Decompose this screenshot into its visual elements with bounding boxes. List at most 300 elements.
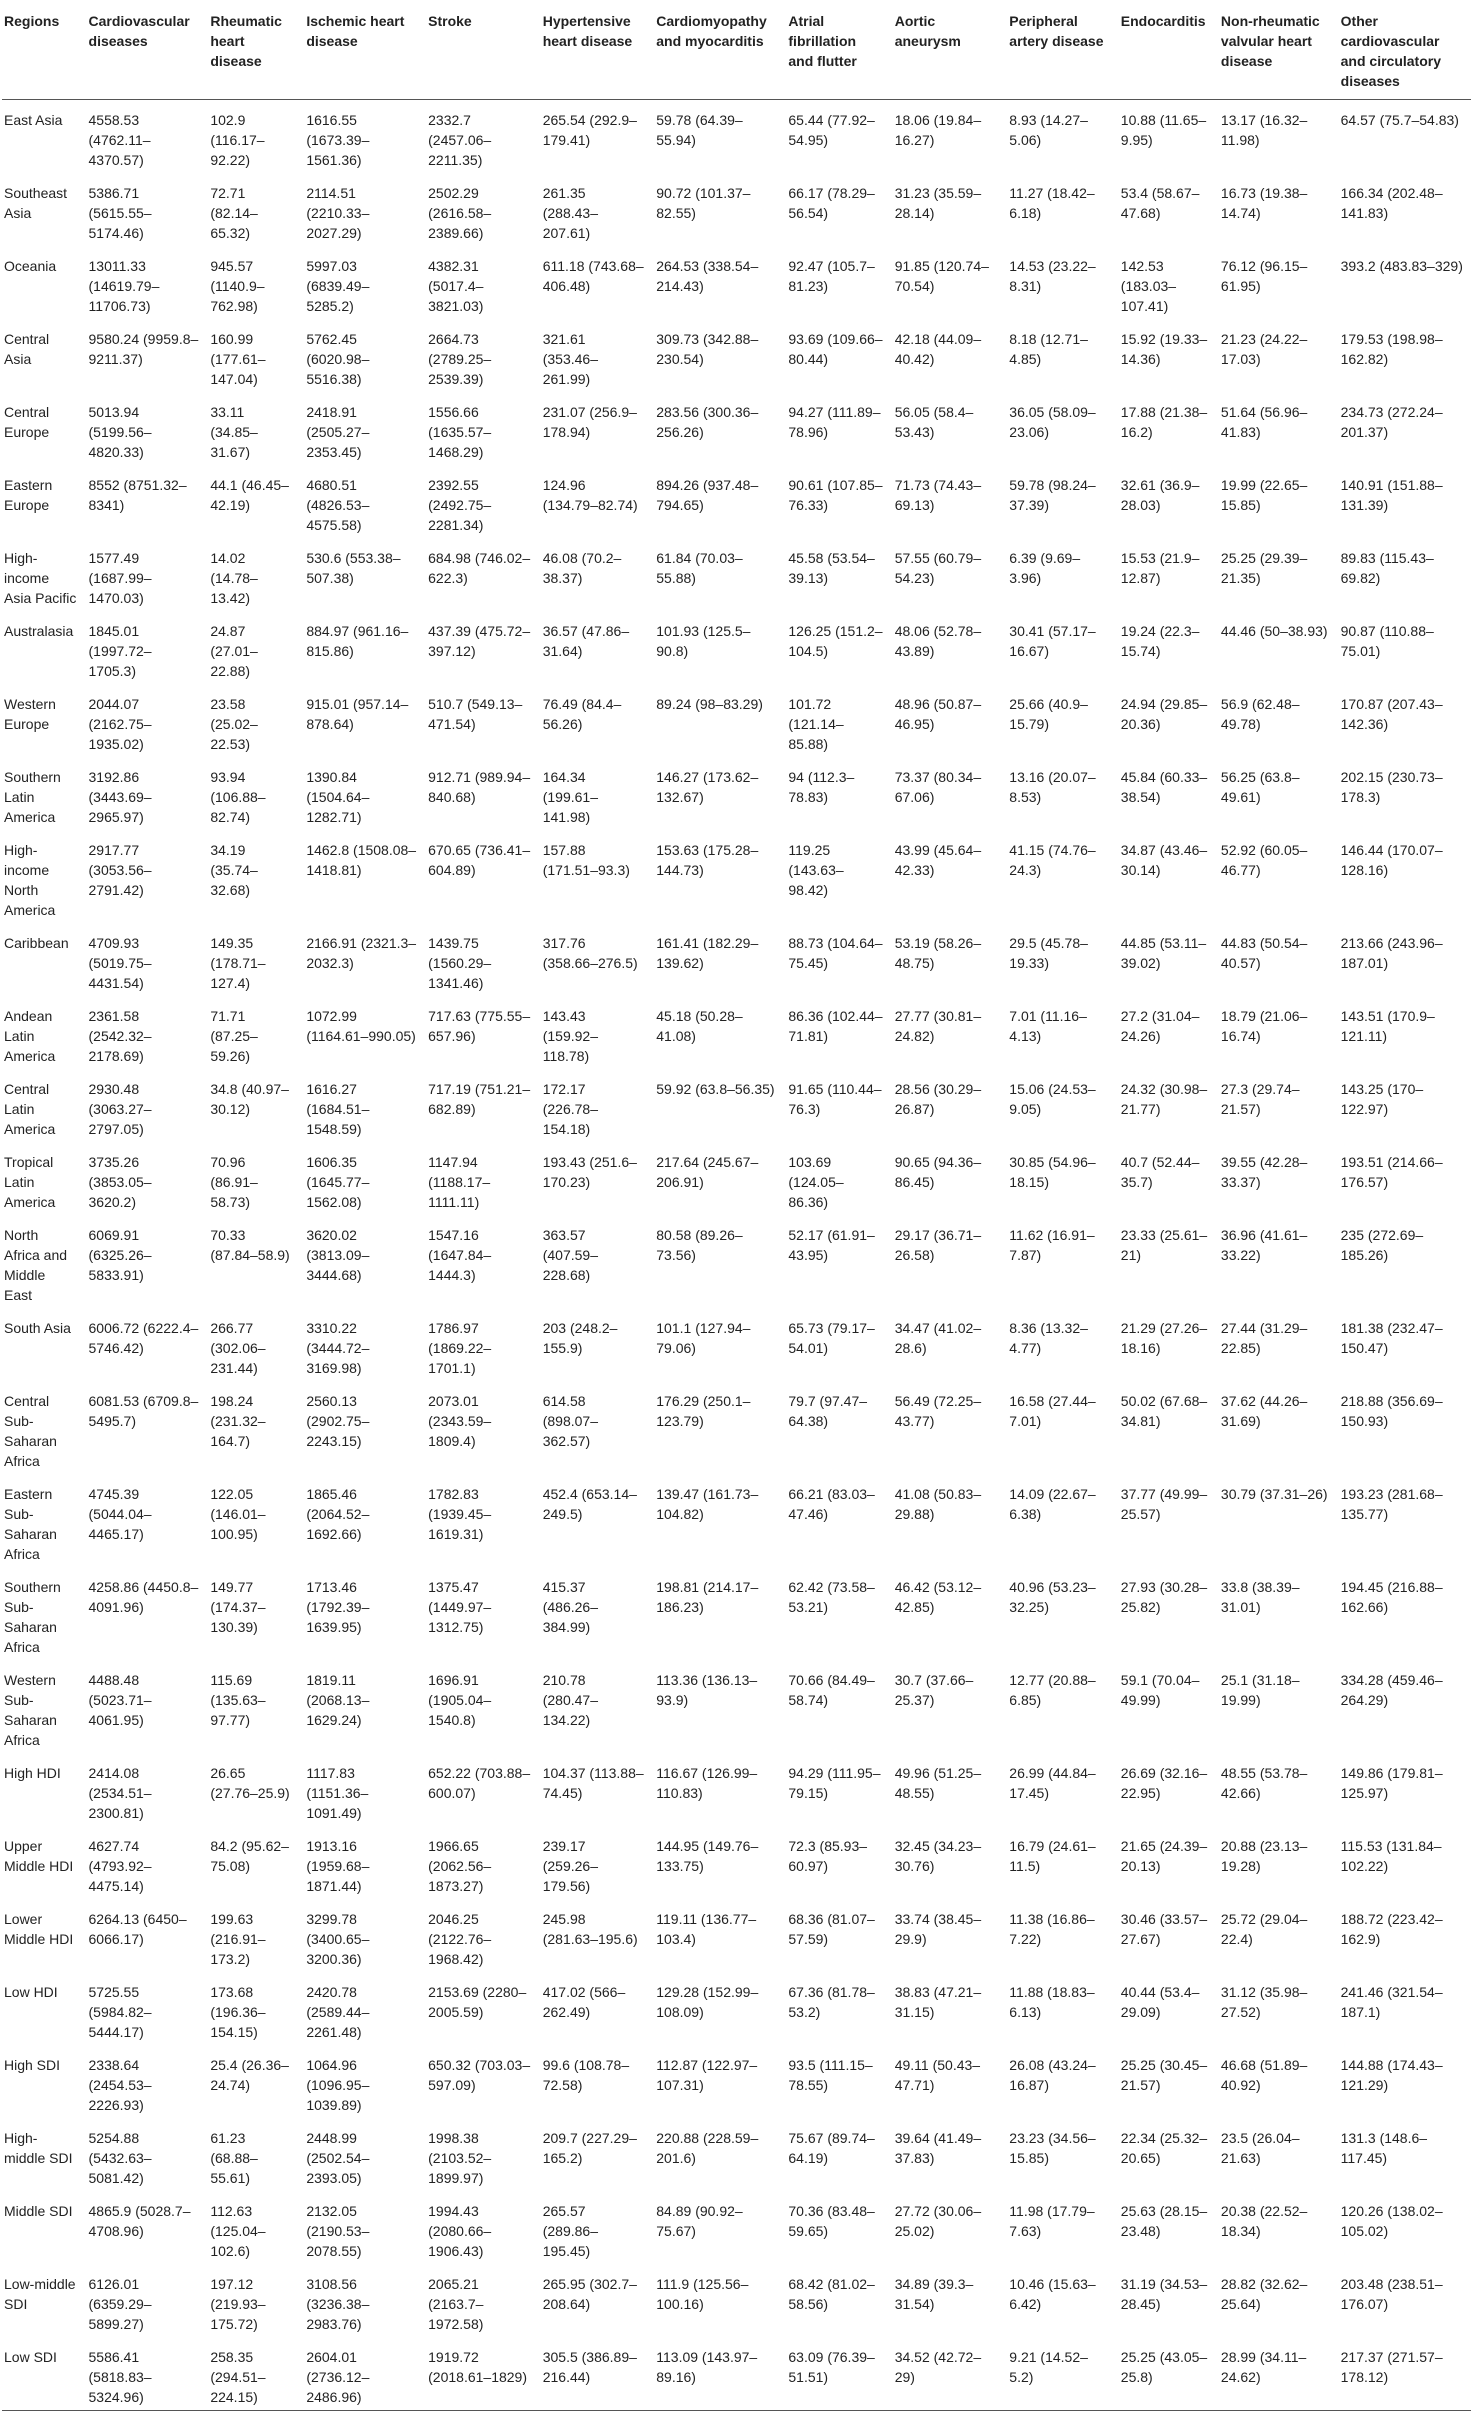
value-cell: 18.79 (21.06–16.74) <box>1220 1008 1308 1044</box>
region-cell: Southern Sub-Saharan Africa <box>4 1579 61 1655</box>
value-cell: 63.09 (76.39–51.51) <box>782 2337 888 2411</box>
value-cell: 2332.7 (2457.06–2211.35) <box>428 112 492 168</box>
value-cell: 265.57 (289.86–195.45) <box>542 2203 598 2259</box>
value-cell: 68.42 (81.02–58.56) <box>788 2276 875 2312</box>
column-header: Rheumatic heart disease <box>204 0 300 100</box>
value-cell: 59.92 (63.8–56.35) <box>656 1081 775 1097</box>
value-cell: 30.7 (37.66–25.37) <box>894 1672 974 1708</box>
value-cell: 23.58 (25.02–22.53) <box>210 696 258 752</box>
table-row <box>2 1215 1471 1308</box>
value-cell: 144.95 (149.76–133.75) <box>656 1838 759 1874</box>
value-cell: 66.21 (83.03–47.46) <box>788 1486 875 1522</box>
value-cell: 945.57 (1140.9–762.98) <box>210 258 265 314</box>
value-cell: 717.19 (751.21–682.89) <box>428 1081 531 1117</box>
value-cell: 26.08 (43.24–16.87) <box>1009 2057 1096 2093</box>
value-cell: 11.88 (18.83–6.13) <box>1009 1984 1095 2020</box>
value-cell: 217.37 (271.57–178.12) <box>1335 2337 1471 2411</box>
column-header: Non-rheumatic valvular heart disease <box>1215 0 1335 100</box>
value-cell: 210.78 (280.47–134.22) <box>542 1672 598 1728</box>
value-cell: 1439.75 (1560.29–1341.46) <box>428 935 492 991</box>
value-cell: 670.65 (736.41–604.89) <box>428 842 531 878</box>
value-cell: 1786.97 (1869.22–1701.1) <box>428 1320 492 1376</box>
value-cell: 90.87 (110.88–75.01) <box>1340 623 1434 659</box>
value-cell: 241.46 (321.54–187.1) <box>1340 1984 1443 2020</box>
value-cell: 27.77 (30.81–24.82) <box>894 1008 982 1044</box>
value-cell: 2414.08 (2534.51–2300.81) <box>88 1765 152 1821</box>
value-cell: 25.72 (29.04–22.4) <box>1220 1911 1308 1947</box>
value-cell: 6069.91 (6325.26–5833.91) <box>88 1227 152 1283</box>
value-cell: 193.43 (251.6–170.23) <box>542 1154 637 1190</box>
value-cell: 27.72 (30.06–25.02) <box>894 2203 982 2239</box>
value-cell: 393.2 (483.83–329) <box>1340 258 1463 274</box>
value-cell: 1556.66 (1635.57–1468.29) <box>428 404 492 460</box>
value-cell: 363.57 (407.59–228.68) <box>542 1227 598 1283</box>
value-cell: 25.4 (26.36–24.74) <box>210 2057 289 2093</box>
value-cell: 452.4 (653.14–249.5) <box>542 1486 637 1522</box>
value-cell: 5725.55 (5984.82–5444.17) <box>88 1984 152 2040</box>
value-cell: 19.24 (22.3–15.74) <box>1120 623 1200 659</box>
value-cell: 213.66 (243.96–187.01) <box>1340 935 1443 971</box>
value-cell: 6081.53 (6709.8–5495.7) <box>88 1393 199 1429</box>
value-cell: 2065.21 (2163.7–1972.58) <box>428 2276 484 2332</box>
value-cell: 46.08 (70.2–38.37) <box>542 550 622 586</box>
region-cell: Low SDI <box>2 2337 83 2411</box>
value-cell: 231.07 (256.9–178.94) <box>542 404 637 440</box>
value-cell: 32.45 (34.23–30.76) <box>894 1838 982 1874</box>
value-cell: 26.99 (44.84–17.45) <box>1009 1765 1096 1801</box>
value-cell: 437.39 (475.72–397.12) <box>428 623 531 659</box>
value-cell: 56.49 (72.25–43.77) <box>894 1393 982 1429</box>
value-cell: 23.5 (26.04–21.63) <box>1220 2130 1300 2166</box>
value-cell: 198.81 (214.17–186.23) <box>656 1579 759 1615</box>
value-cell: 176.29 (250.1–123.79) <box>656 1393 751 1429</box>
value-cell: 36.96 (41.61–33.22) <box>1220 1227 1308 1263</box>
value-cell: 65.44 (77.92–54.95) <box>788 112 875 148</box>
value-cell: 18.06 (19.84–16.27) <box>894 112 982 148</box>
value-cell: 3108.56 (3236.38–2983.76) <box>306 2276 370 2332</box>
value-cell: 13.17 (16.32–11.98) <box>1220 112 1308 148</box>
value-cell: 21.29 (27.26–18.16) <box>1120 1320 1208 1356</box>
region-cell: Oceania <box>4 258 57 274</box>
column-header: Atrial fibrillation and flutter <box>782 0 888 100</box>
region-cell: Western Europe <box>4 696 56 732</box>
value-cell: 9580.24 (9959.8–9211.37) <box>88 331 199 367</box>
column-header-regions: Regions <box>2 0 83 100</box>
value-cell: 29.5 (45.78–19.33) <box>1009 935 1088 971</box>
value-cell: 8.18 (12.71–4.85) <box>1009 331 1088 367</box>
value-cell: 172.17 (226.78–154.18) <box>542 1081 598 1137</box>
value-cell: 2664.73 (2789.25–2539.39) <box>428 331 492 387</box>
value-cell: 34.52 (42.72–29) <box>889 2337 1004 2411</box>
region-cell: High-middle SDI <box>4 2130 73 2166</box>
value-cell: 4488.48 (5023.71–4061.95) <box>88 1672 152 1728</box>
value-cell: 104.37 (113.88–74.45) <box>542 1765 644 1801</box>
value-cell: 52.17 (61.91–43.95) <box>788 1227 875 1263</box>
value-cell: 90.65 (94.36–86.45) <box>894 1154 982 1190</box>
value-cell: 8.93 (14.27–5.06) <box>1009 112 1088 148</box>
value-cell: 43.99 (45.64–42.33) <box>894 842 982 878</box>
value-cell: 510.7 (549.13–471.54) <box>428 696 523 732</box>
table-row <box>2 1381 1471 1474</box>
table-body <box>2 100 1471 2411</box>
value-cell: 4745.39 (5044.04–4465.17) <box>88 1486 152 1542</box>
table-row <box>2 392 1471 465</box>
value-cell: 13.16 (20.07–8.53) <box>1009 769 1096 805</box>
value-cell: 245.98 (281.63–195.6) <box>542 1911 638 1947</box>
value-cell: 912.71 (989.94–840.68) <box>428 769 531 805</box>
value-cell: 59.78 (64.39–55.94) <box>656 112 743 148</box>
value-cell: 305.5 (386.89–216.44) <box>537 2337 651 2411</box>
value-cell: 1966.65 (2062.56–1873.27) <box>428 1838 492 1894</box>
value-cell: 62.42 (73.58–53.21) <box>788 1579 875 1615</box>
value-cell: 27.3 (29.74–21.57) <box>1220 1081 1300 1117</box>
value-cell: 89.24 (98–83.29) <box>656 696 763 712</box>
table-row <box>2 100 1471 174</box>
value-cell: 199.63 (216.91–173.2) <box>210 1911 266 1967</box>
value-cell: 124.96 (134.79–82.74) <box>542 477 638 513</box>
value-cell: 52.92 (60.05–46.77) <box>1220 842 1308 878</box>
value-cell: 2917.77 (3053.56–2791.42) <box>88 842 152 898</box>
value-cell: 217.64 (245.67–206.91) <box>656 1154 759 1190</box>
value-cell: 33.8 (38.39–31.01) <box>1220 1579 1300 1615</box>
value-cell: 23.33 (25.61–21) <box>1120 1227 1208 1263</box>
value-cell: 84.2 (95.62–75.08) <box>210 1838 289 1874</box>
value-cell: 24.32 (30.98–21.77) <box>1120 1081 1208 1117</box>
value-cell: 112.63 (125.04–102.6) <box>210 2203 266 2259</box>
value-cell: 1064.96 (1096.95–1039.89) <box>306 2057 370 2113</box>
value-cell: 120.26 (138.02–105.02) <box>1340 2203 1443 2239</box>
value-cell: 21.23 (24.22–17.03) <box>1220 331 1308 367</box>
region-cell: Southern Latin America <box>4 769 61 825</box>
table-row <box>2 2337 1471 2411</box>
value-cell: 5254.88 (5432.63–5081.42) <box>88 2130 152 2186</box>
value-cell: 112.87 (122.97–107.31) <box>656 2057 758 2093</box>
value-cell: 70.33 (87.84–58.9) <box>210 1227 290 1263</box>
value-cell: 197.12 (219.93–175.72) <box>210 2276 266 2332</box>
value-cell: 102.9 (116.17–92.22) <box>210 112 265 168</box>
table-row <box>2 319 1471 392</box>
value-cell: 4680.51 (4826.53–4575.58) <box>306 477 370 533</box>
value-cell: 91.65 (110.44–76.3) <box>788 1081 882 1117</box>
value-cell: 61.23 (68.88–55.61) <box>210 2130 258 2186</box>
value-cell: 6264.13 (6450–6066.17) <box>88 1911 187 1947</box>
value-cell: 73.37 (80.34–67.06) <box>894 769 982 805</box>
value-cell: 93.69 (109.66–80.44) <box>788 331 883 367</box>
value-cell: 101.1 (127.94–79.06) <box>656 1320 751 1356</box>
value-cell: 258.35 (294.51–224.15) <box>204 2337 300 2411</box>
value-cell: 23.23 (34.56–15.85) <box>1009 2130 1096 2166</box>
value-cell: 4258.86 (4450.8–4091.96) <box>88 1579 199 1615</box>
value-cell: 203.48 (238.51–176.07) <box>1340 2276 1443 2312</box>
value-cell: 2392.55 (2492.75–2281.34) <box>428 477 492 533</box>
column-header: Stroke <box>422 0 537 100</box>
value-cell: 41.15 (74.76–24.3) <box>1009 842 1096 878</box>
value-cell: 56.9 (62.48–49.78) <box>1220 696 1300 732</box>
value-cell: 13011.33 (14619.79–11706.73) <box>88 258 160 314</box>
value-cell: 84.89 (90.92–75.67) <box>656 2203 743 2239</box>
value-cell: 30.79 (37.31–26) <box>1220 1486 1328 1502</box>
value-cell: 1616.55 (1673.39–1561.36) <box>306 112 370 168</box>
value-cell: 149.77 (174.37–130.39) <box>210 1579 266 1635</box>
value-cell: 99.6 (108.78–72.58) <box>542 2057 630 2093</box>
value-cell: 48.06 (52.78–43.89) <box>894 623 982 659</box>
region-cell: Eastern Europe <box>4 477 53 513</box>
value-cell: 1375.47 (1449.97–1312.75) <box>428 1579 492 1635</box>
value-cell: 34.8 (40.97–30.12) <box>210 1081 289 1117</box>
value-cell: 119.11 (136.77–103.4) <box>656 1911 757 1947</box>
value-cell: 160.99 (177.61–147.04) <box>210 331 266 387</box>
value-cell: 53.19 (58.26–48.75) <box>894 935 982 971</box>
value-cell: 188.72 (223.42–162.9) <box>1340 1911 1443 1947</box>
value-cell: 3620.02 (3813.09–3444.68) <box>306 1227 370 1283</box>
table-row <box>2 1753 1471 1826</box>
region-cell: High HDI <box>4 1765 61 1781</box>
value-cell: 20.38 (22.52–18.34) <box>1220 2203 1308 2239</box>
value-cell: 3735.26 (3853.05–3620.2) <box>88 1154 152 1210</box>
region-cell: High-income North America <box>4 842 56 918</box>
table-row <box>2 1826 1471 1899</box>
value-cell: 161.41 (182.29–139.62) <box>656 935 759 971</box>
value-cell: 143.51 (170.9–121.11) <box>1340 1008 1435 1044</box>
value-cell: 39.64 (41.49–37.83) <box>894 2130 982 2166</box>
value-cell: 1147.94 (1188.17–1111.11) <box>428 1154 491 1210</box>
value-cell: 70.66 (84.49–58.74) <box>788 1672 875 1708</box>
value-cell: 530.6 (553.38–507.38) <box>306 550 401 586</box>
value-cell: 50.02 (67.68–34.81) <box>1120 1393 1208 1429</box>
value-cell: 15.06 (24.53–9.05) <box>1009 1081 1096 1117</box>
table-row <box>2 1567 1471 1660</box>
value-cell: 53.4 (58.67–47.68) <box>1120 185 1200 221</box>
value-cell: 6.39 (9.69–3.96) <box>1009 550 1081 586</box>
value-cell: 1998.38 (2103.52–1899.97) <box>428 2130 492 2186</box>
value-cell: 131.3 (148.6–117.45) <box>1340 2130 1428 2166</box>
value-cell: 10.46 (15.63–6.42) <box>1009 2276 1096 2312</box>
table-row <box>2 2191 1471 2264</box>
value-cell: 49.11 (50.43–47.71) <box>894 2057 981 2093</box>
value-cell: 1577.49 (1687.99–1470.03) <box>88 550 152 606</box>
value-cell: 26.69 (32.16–22.95) <box>1120 1765 1208 1801</box>
region-cell: Middle SDI <box>4 2203 73 2219</box>
region-cell: Upper Middle HDI <box>4 1838 74 1874</box>
value-cell: 36.57 (47.86–31.64) <box>542 623 630 659</box>
value-cell: 12.77 (20.88–6.85) <box>1009 1672 1096 1708</box>
value-cell: 264.53 (338.54–214.43) <box>656 258 759 294</box>
value-cell: 72.71 (82.14–65.32) <box>210 185 258 241</box>
value-cell: 193.51 (214.66–176.57) <box>1340 1154 1443 1190</box>
value-cell: 56.25 (63.8–49.61) <box>1220 769 1300 805</box>
value-cell: 2132.05 (2190.53–2078.55) <box>306 2203 370 2259</box>
value-cell: 45.84 (60.33–38.54) <box>1120 769 1208 805</box>
value-cell: 266.77 (302.06–231.44) <box>210 1320 266 1376</box>
value-cell: 34.87 (43.46–30.14) <box>1120 842 1208 878</box>
region-cell: Central Latin America <box>4 1081 56 1137</box>
value-cell: 1919.72 (2018.61–1829) <box>422 2337 537 2411</box>
value-cell: 71.73 (74.43–69.13) <box>894 477 982 513</box>
value-cell: 8.36 (13.32–4.77) <box>1009 1320 1088 1356</box>
table-row <box>2 465 1471 538</box>
value-cell: 34.47 (41.02–28.6) <box>894 1320 982 1356</box>
region-cell: Caribbean <box>4 935 69 951</box>
value-cell: 42.18 (44.09–40.42) <box>894 331 982 367</box>
table-row <box>2 1972 1471 2045</box>
value-cell: 72.3 (85.93–60.97) <box>788 1838 868 1874</box>
value-cell: 334.28 (459.46–264.29) <box>1340 1672 1443 1708</box>
table-row <box>2 538 1471 611</box>
value-cell: 5586.41 (5818.83–5324.96) <box>83 2337 205 2411</box>
value-cell: 24.94 (29.85–20.36) <box>1120 696 1208 732</box>
value-cell: 2073.01 (2343.59–1809.4) <box>428 1393 492 1449</box>
value-cell: 4382.31 (5017.4–3821.03) <box>428 258 484 314</box>
value-cell: 59.78 (98.24–37.39) <box>1009 477 1096 513</box>
value-cell: 70.36 (83.48–59.65) <box>788 2203 875 2239</box>
value-cell: 1616.27 (1684.51–1548.59) <box>306 1081 370 1137</box>
value-cell: 2448.99 (2502.54–2393.05) <box>306 2130 370 2186</box>
value-cell: 45.18 (50.28–41.08) <box>656 1008 743 1044</box>
value-cell: 61.84 (70.03–55.88) <box>656 550 743 586</box>
value-cell: 11.98 (17.79–7.63) <box>1009 2203 1095 2239</box>
value-cell: 103.69 (124.05–86.36) <box>788 1154 844 1210</box>
value-cell: 30.85 (54.96–18.15) <box>1009 1154 1096 1190</box>
value-cell: 29.17 (36.71–26.58) <box>894 1227 982 1263</box>
value-cell: 44.46 (50–38.93) <box>1220 623 1328 639</box>
value-cell: 31.19 (34.53–28.45) <box>1120 2276 1208 2312</box>
value-cell: 166.34 (202.48–141.83) <box>1340 185 1443 221</box>
value-cell: 25.1 (31.18–19.99) <box>1220 1672 1300 1708</box>
value-cell: 2420.78 (2589.44–2261.48) <box>306 1984 370 2040</box>
value-cell: 16.79 (24.61–11.5) <box>1009 1838 1096 1874</box>
table-row <box>2 1142 1471 1215</box>
value-cell: 139.47 (161.73–104.82) <box>656 1486 759 1522</box>
value-cell: 68.36 (81.07–57.59) <box>788 1911 875 1947</box>
value-cell: 6126.01 (6359.29–5899.27) <box>88 2276 152 2332</box>
value-cell: 2114.51 (2210.33–2027.29) <box>306 185 370 241</box>
value-cell: 33.74 (38.45–29.9) <box>894 1911 982 1947</box>
value-cell: 56.05 (58.4–53.43) <box>894 404 974 440</box>
value-cell: 76.12 (96.15–61.95) <box>1220 258 1308 294</box>
value-cell: 1462.8 (1508.08–1418.81) <box>306 842 417 878</box>
table-row <box>2 611 1471 684</box>
value-cell: 235 (272.69–185.26) <box>1340 1227 1424 1263</box>
value-cell: 4627.74 (4793.92–4475.14) <box>88 1838 152 1894</box>
column-header: Hypertensive heart disease <box>537 0 651 100</box>
value-cell: 15.92 (19.33–14.36) <box>1120 331 1208 367</box>
value-cell: 126.25 (151.2–104.5) <box>788 623 883 659</box>
value-cell: 76.49 (84.4–56.26) <box>542 696 622 732</box>
value-cell: 2046.25 (2122.76–1968.42) <box>428 1911 492 1967</box>
value-cell: 283.56 (300.36–256.26) <box>656 404 759 440</box>
value-cell: 115.53 (131.84–102.22) <box>1340 1838 1442 1874</box>
value-cell: 149.35 (178.71–127.4) <box>210 935 266 991</box>
value-cell: 79.7 (97.47–64.38) <box>788 1393 868 1429</box>
value-cell: 2361.58 (2542.32–2178.69) <box>88 1008 152 1064</box>
table-row <box>2 173 1471 246</box>
region-cell: East Asia <box>4 112 63 128</box>
value-cell: 40.7 (52.44–35.7) <box>1120 1154 1200 1190</box>
column-header: Endocarditis <box>1115 0 1215 100</box>
value-cell: 194.45 (216.88–162.66) <box>1340 1579 1443 1615</box>
value-cell: 90.61 (107.85–76.33) <box>788 477 883 513</box>
value-cell: 193.23 (281.68–135.77) <box>1340 1486 1443 1522</box>
region-cell: High-income Asia Pacific <box>4 550 77 606</box>
value-cell: 75.67 (89.74–64.19) <box>788 2130 875 2166</box>
value-cell: 153.63 (175.28–144.73) <box>656 842 759 878</box>
value-cell: 15.53 (21.9–12.87) <box>1120 550 1200 586</box>
value-cell: 157.88 (171.51–93.3) <box>542 842 630 878</box>
value-cell: 1845.01 (1997.72–1705.3) <box>88 623 152 679</box>
value-cell: 64.57 (75.7–54.83) <box>1340 112 1459 128</box>
value-cell: 65.73 (79.17–54.01) <box>788 1320 875 1356</box>
value-cell: 25.63 (28.15–23.48) <box>1120 2203 1208 2239</box>
table-row <box>2 757 1471 830</box>
value-cell: 611.18 (743.68–406.48) <box>542 258 644 294</box>
value-cell: 14.09 (22.67–6.38) <box>1009 1486 1096 1522</box>
value-cell: 2338.64 (2454.53–2226.93) <box>88 2057 152 2113</box>
value-cell: 44.83 (50.54–40.57) <box>1220 935 1308 971</box>
value-cell: 170.87 (207.43–142.36) <box>1340 696 1443 732</box>
data-table <box>2 0 1471 2411</box>
value-cell: 884.97 (961.16–815.86) <box>306 623 409 659</box>
value-cell: 9.21 (14.52–5.2) <box>1003 2337 1114 2411</box>
value-cell: 1072.99 (1164.61–990.05) <box>306 1008 416 1044</box>
value-cell: 173.68 (196.36–154.15) <box>210 1984 266 2040</box>
value-cell: 265.54 (292.9–179.41) <box>542 112 637 148</box>
region-cell: Andean Latin America <box>4 1008 56 1064</box>
value-cell: 101.72 (121.14–85.88) <box>788 696 844 752</box>
value-cell: 2930.48 (3063.27–2797.05) <box>88 1081 152 1137</box>
value-cell: 20.88 (23.13–19.28) <box>1220 1838 1308 1874</box>
value-cell: 8552 (8751.32–8341) <box>88 477 187 513</box>
value-cell: 146.27 (173.62–132.67) <box>656 769 759 805</box>
value-cell: 1606.35 (1645.77–1562.08) <box>306 1154 370 1210</box>
value-cell: 31.23 (35.59–28.14) <box>894 185 982 221</box>
value-cell: 614.58 (898.07–362.57) <box>542 1393 598 1449</box>
value-cell: 915.01 (957.14–878.64) <box>306 696 409 732</box>
table-row <box>2 830 1471 923</box>
value-cell: 146.44 (170.07–128.16) <box>1340 842 1443 878</box>
value-cell: 38.83 (47.21–31.15) <box>894 1984 982 2020</box>
value-cell: 1819.11 (2068.13–1629.24) <box>306 1672 370 1728</box>
value-cell: 652.22 (703.88–600.07) <box>428 1765 531 1801</box>
value-cell: 321.61 (353.46–261.99) <box>542 331 598 387</box>
value-cell: 111.9 (125.56–100.16) <box>656 2276 749 2312</box>
value-cell: 30.41 (57.17–16.67) <box>1009 623 1096 659</box>
value-cell: 94.27 (111.89–78.96) <box>788 404 881 440</box>
value-cell: 2153.69 (2280–2005.59) <box>428 1984 527 2020</box>
value-cell: 142.53 (183.03–107.41) <box>1120 258 1177 314</box>
value-cell: 44.1 (46.45–42.19) <box>210 477 289 513</box>
value-cell: 48.96 (50.87–46.95) <box>894 696 982 732</box>
value-cell: 14.53 (23.22–8.31) <box>1009 258 1096 294</box>
value-cell: 28.99 (34.11–24.62) <box>1215 2337 1335 2411</box>
value-cell: 3192.86 (3443.69–2965.97) <box>88 769 152 825</box>
value-cell: 48.55 (53.78–42.66) <box>1220 1765 1308 1801</box>
value-cell: 31.12 (35.98–27.52) <box>1220 1984 1308 2020</box>
value-cell: 27.44 (31.29–22.85) <box>1220 1320 1308 1356</box>
value-cell: 1117.83 (1151.36–1091.49) <box>306 1765 369 1821</box>
value-cell: 70.96 (86.91–58.73) <box>210 1154 258 1210</box>
value-cell: 1547.16 (1647.84–1444.3) <box>428 1227 492 1283</box>
value-cell: 1865.46 (2064.52–1692.66) <box>306 1486 370 1542</box>
column-header: Peripheral artery disease <box>1003 0 1114 100</box>
value-cell: 203 (248.2–155.9) <box>542 1320 618 1356</box>
value-cell: 94 (112.3–78.83) <box>788 769 855 805</box>
value-cell: 93.5 (111.15–78.55) <box>788 2057 873 2093</box>
region-cell: Eastern Sub-Saharan Africa <box>4 1486 57 1562</box>
table-row <box>2 1069 1471 1142</box>
table-row <box>2 2264 1471 2337</box>
region-cell: Central Asia <box>4 331 50 367</box>
value-cell: 57.55 (60.79–54.23) <box>894 550 982 586</box>
